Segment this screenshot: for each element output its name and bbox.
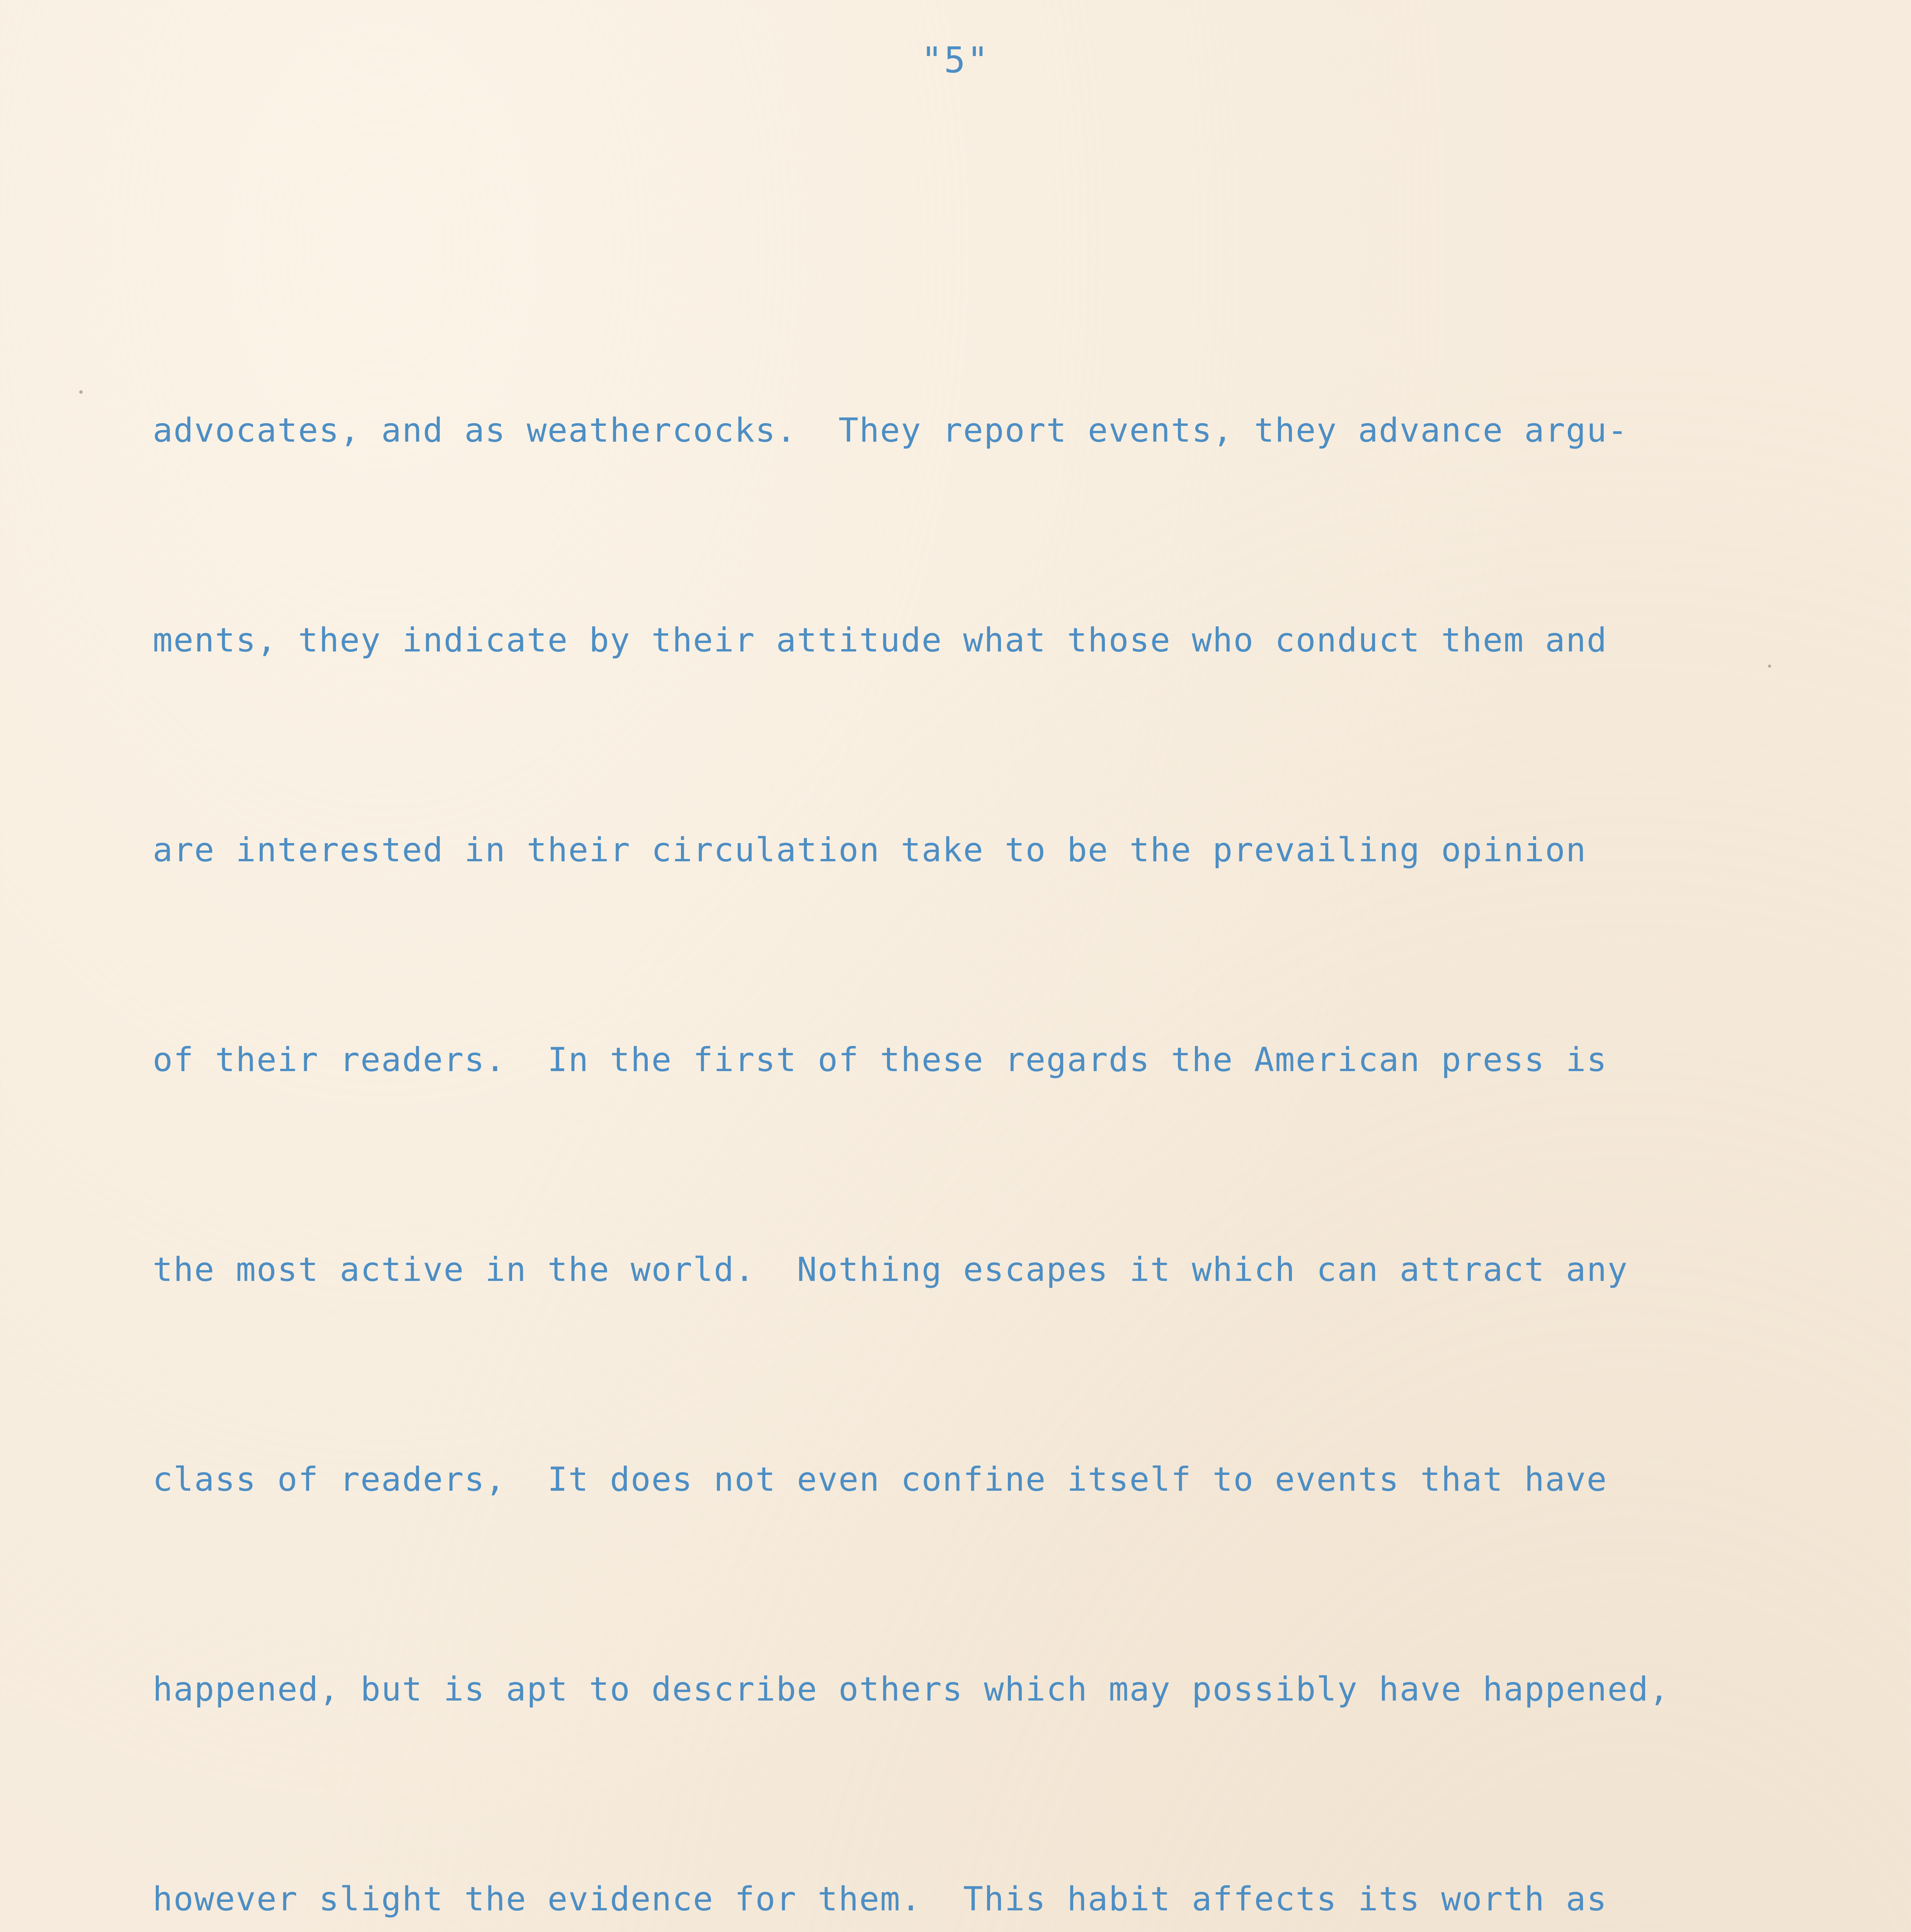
page-number: "5" [921,39,990,81]
paragraph-1 [153,256,1826,1932]
text-line: class of readers, It does not even confine itself to events that have [153,1460,1608,1499]
text-line: happened, but is apt to describe others which may possibly have happened, [153,1670,1670,1709]
text-line: of their readers. In the first of these regards the American press is [153,1041,1608,1079]
text-line: the most active in the world. Nothing escapes it which can attract any [153,1250,1629,1289]
text-line: however slight the evidence for them. This habit affects its worth as [153,1880,1608,1918]
paper-speck [1768,665,1771,668]
text-line: ments, they indicate by their attitude what those who conduct them and [153,621,1608,660]
text-line: are interested in their circulation take to be the prevailing opinion [153,831,1587,869]
paper-speck [79,390,83,394]
page-body [153,116,1826,1932]
text-line: advocates, and as weathercocks. They report events, they advance argu- [153,411,1629,450]
